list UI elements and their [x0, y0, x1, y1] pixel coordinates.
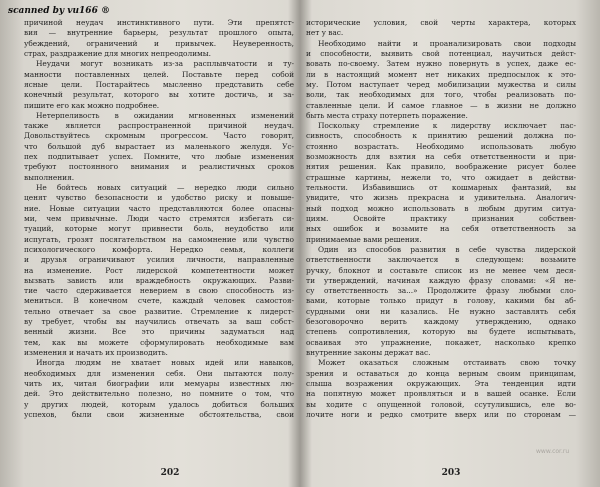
text-line: и способности, выявить свой потенциал, научиться дейст-	[306, 48, 576, 58]
text-line: степень сопротивления, которую вы будете испытывать,	[306, 327, 576, 337]
text-line: циям. Освойте практику признания собствен-	[306, 213, 576, 223]
text-line: тельности. Избавившись от кошмарных фантазий, вы	[306, 183, 576, 192]
text-line: увидите, что жизнь прекрасна и удивительна. Аналогич-	[306, 193, 576, 203]
scan-credit: scanned by vu166 ®	[8, 6, 110, 16]
text-line: осваивая это упражнение, покажет, насколько крепко	[306, 337, 576, 347]
text-line: вовать по-своему. Затем нужно повернуть в успех, даже ес-	[306, 59, 576, 69]
text-line: психологического комфорта. Нередко семья, коллеги	[24, 244, 294, 254]
text-line: пех подпитывает успех. Помните, что любые изменения	[24, 152, 294, 162]
text-line: вами, которые только придут в голову, какими бы аб-	[306, 296, 576, 306]
text-line: сурдными они ни казались. Не нужно заставлять себя	[306, 306, 576, 316]
text-line: ясные цели. Постарайтесь мысленно представить себе	[24, 79, 294, 89]
text-line: манности поставленных целей. Поставьте перед собой	[24, 69, 294, 79]
right-page-text	[306, 18, 576, 473]
text-line: ручку, блокнот и составьте список из не менее чем деся-	[306, 265, 576, 275]
text-line: у других людей, которым удалось добиться больших	[24, 399, 294, 409]
text-line: вы ходите с опущенной головой, ссутулившись, еле во-	[306, 399, 576, 409]
text-line: Не бойтесь новых ситуаций — нередко люди сильно	[36, 183, 294, 192]
text-line: ных ошибок и возьмите на себя ответственность за	[306, 224, 576, 234]
text-line: Один из способов развития в себе чувства лидерской	[318, 244, 576, 254]
text-line: тельно отвечает за свое развитие. Стремление к лидерст-	[24, 306, 294, 316]
text-line: выполнения.	[24, 172, 75, 182]
text-line: Нетерпеливость в ожидании мгновенных изменений	[36, 110, 294, 120]
text-line: что большой дуб вырастает из маленького желудя. Ус-	[24, 141, 294, 151]
text-line: дей. Это действительно полезно, но помните о том, что	[24, 389, 294, 399]
text-line: убеждений, ограничений и привычек. Неуверенность,	[24, 38, 294, 48]
text-line: венный жизни. Все это причины задуматься над	[24, 327, 294, 337]
text-line: принимаемые вами решения.	[306, 234, 422, 244]
text-line: и друзья ограничивают усилия личности, направленные	[24, 255, 294, 265]
text-line: успехов, были свои жизненные обстоятельства, свои	[24, 409, 294, 419]
text-line: ние. Новые ситуации часто представляются более опасны-	[24, 203, 294, 213]
text-line: туаций, которые могут привнести боль, неудобство или	[24, 224, 294, 234]
text-line: нятия решения. Как правило, воображение рисует более	[306, 162, 576, 172]
text-line: нет у вас.	[306, 28, 344, 38]
text-line: ценят чувство безопасности и удобство риску и повыше-	[24, 193, 294, 203]
left-page-text	[24, 18, 294, 473]
text-line: лочите ноги и редко смотрите вверх или по сторонам —	[306, 409, 576, 419]
text-line: стоянно возрастать. Необходимо использовать любую	[306, 141, 576, 151]
text-line: внутренние законы держат вас.	[306, 348, 431, 357]
text-line: ми, чем привычные. Люди часто стремятся избегать си-	[24, 213, 294, 223]
text-line: возможность для взятия на себя ответственности и при-	[306, 152, 576, 162]
text-line: ный подход можно использовать в любым другим ситуа-	[306, 203, 576, 213]
text-line: тем, как вы можете сформулировать необходимые вам	[24, 337, 294, 347]
text-line: мениться. В конечном счете, каждый человек самостоя-	[24, 296, 294, 306]
text-line: Необходимо найти и проанализировать свои подходы	[318, 38, 576, 48]
text-line: страх, раздражение для многих непреодолимы.	[24, 48, 211, 58]
text-line: причиной неудач инстинктивного пути. Эти препятст-	[24, 18, 294, 27]
text-line: необходимых для изменения себя. Они пытаются полу-	[24, 368, 294, 378]
text-line: вия — внутренние барьеры, результат прошлого опыта,	[24, 28, 294, 38]
text-line: Может оказаться сложным отстаивать свою точку	[318, 358, 576, 368]
text-line: на попятную может проявляться и в вашей осанке. Если	[306, 389, 576, 399]
text-line: слыша возражения окружающих. Эта тенденция идти	[306, 378, 576, 388]
text-line: быть места страху потерпеть поражение.	[306, 110, 468, 120]
text-line: ти утверждений, начиная каждую фразу словами: «Я не-	[306, 275, 576, 285]
text-line: безоговорочно верить каждому утверждению, однако	[306, 317, 576, 327]
text-line: чить их, читая биографии или мемуары известных лю-	[24, 378, 294, 388]
text-line: ставленные цели. И самое главное — в жизни не должно	[306, 100, 576, 110]
text-line: Довольствуйтесь скромным прогрессом. Часто говорят,	[24, 131, 294, 141]
text-line: Поскольку стремление к лидерству исключает пас-	[318, 121, 576, 131]
text-line: изменения и начать их производить.	[24, 348, 168, 357]
text-line: му. Потом наступает черед мобилизации мужества и силы	[306, 79, 576, 89]
text-line: вызвать зависть или враждебность окружающих. Разви-	[24, 275, 294, 285]
text-line: воли, так необходимых для того, чтобы реализовать по-	[306, 90, 576, 100]
text-line: Неудачи могут возникать из-за расплывчатости и ту-	[36, 59, 294, 69]
watermark: www.cor.ru	[536, 448, 570, 455]
text-line: испугать, грозят посягательством на самомнение или чувство	[24, 234, 294, 244]
left-page-number: 202	[160, 468, 180, 478]
text-line: ответственности заключается в следующем: возьмите	[306, 255, 576, 265]
text-line: исторические условия, свой черты характера, которых	[306, 18, 576, 27]
text-line: конечный результат, которого вы хотите достичь, и за-	[24, 90, 294, 100]
text-line: пишите его как можно подробнее.	[24, 100, 160, 110]
text-line: ли в настоящий момент нет никаких предпосылок к это-	[306, 69, 576, 79]
text-line: зрения и оставаться до конца верным своим принципам,	[306, 368, 576, 378]
text-line: требуют постоянного внимания и реалистичных сроков	[24, 162, 294, 172]
text-line: на изменение. Рост лидерской компетентности может	[24, 265, 294, 275]
text-line: также является распространенной причиной неудач.	[24, 121, 294, 131]
text-line: су ответственность за...» Продолжите фразу любыми сло-	[306, 286, 576, 296]
text-line: ву требует, чтобы вы научились отвечать за ваш собст-	[24, 317, 294, 327]
text-line: сивность, способность к принятию решений должна по-	[306, 131, 576, 141]
text-line: страшные картины, нежели то, что ожидает в действи-	[306, 172, 576, 182]
text-line: тие часто сдерживается неверием в свою способность из-	[24, 286, 294, 296]
right-page-number: 203	[441, 468, 461, 478]
text-line: Иногда людям не хватает новых идей или навыков,	[36, 358, 294, 368]
